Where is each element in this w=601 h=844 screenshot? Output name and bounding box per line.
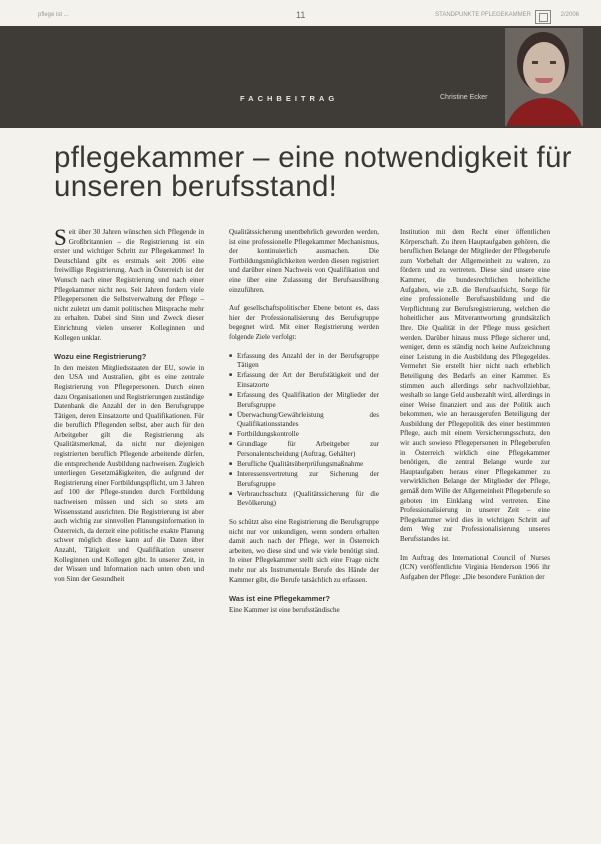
- list-item: ■ Interessensvertretung zur Sicherung der Berufsgruppe: [229, 470, 379, 489]
- list-item: ■ Erfassung des Anzahl der in der Berufsgruppe Tätigen: [229, 352, 379, 371]
- list-item: ■ Erfassung des Qualifikation der Mitglieder der Berufsgruppe: [229, 391, 379, 410]
- drop-cap: S: [54, 225, 67, 250]
- text-column-3: [400, 228, 550, 591]
- paragraph: Eine Kammer ist eine berufsständische: [229, 605, 340, 614]
- list-item: ■ Berufliche Qualitätsüberprüfungsmaßnahme: [229, 460, 379, 470]
- list-item: ■ Fortbildungskontrolle: [229, 430, 379, 440]
- running-header-left: pflege ist ...: [38, 12, 69, 18]
- list-item: ■ Verbrauchsschutz (Qualitätssicherung für die Bevölkerung): [229, 490, 379, 509]
- list-item: ■ Erfassung der Art der Berufstätigkeit und der Einsatzorte: [229, 371, 379, 390]
- list-item: ■ Grundlage für Arbeitgeber zur Personalentscheidung (Auftrag, Gehälter): [229, 440, 379, 459]
- text-column-1: [54, 225, 204, 593]
- section-label: FACHBEITRAG: [240, 94, 339, 103]
- author-name: Christine Ecker: [440, 94, 488, 101]
- intro-paragraph: Seit über 30 Jahren wünschen sich Pflegende in Großbritannien – die Registrierung ist ein erster und wichtiger Schritt zur Pflegekammer! In Deutschland gibt es erstmals seit 2006 eine freiwillige Registrierung. Auch in Österreich ist der Wunsch nach einer Registrierung und nach einer Pflegekammer nicht neu. Seit Jahren fordern viele Pflegepersonen die Selbstverwaltung der Pflege – nicht zuletzt um damit politischen Mitsprache mehr zu erhalten. Dabei sind Sinn und Zweck dieser Einrichtung vielen unserer Kolleginnen und Kollegen unklar.: [54, 225, 204, 342]
- subheading-chamber: Was ist eine Pflegekammer?: [229, 594, 331, 604]
- running-header: [0, 10, 601, 22]
- paragraph: Qualitätssicherung unentbehrlich geworden werden, ist eine professionelle Pflegekammer Mechanismus, der kontinuierlich ausmachen. Die Fortbildungsmöglichkeiten werden diesen registriert und darüber einen Nachweis von Qualifikation und eine über eine Zulassung der Berufsausübung einzuführen.: [229, 228, 379, 294]
- subheading-registration: Wozu eine Registrierung?: [54, 352, 147, 362]
- running-header-right: STANDPUNKTE PFLEGEKAMMER: [435, 12, 531, 18]
- paragraph: Institution mit dem Recht einer öffentlichen Körperschaft. Zu ihren Hauptaufgaben gehören, die beruflichen Belange der Mitglieder der Pflegeberufe zum Vorbehalt der Allgemeinheit zu wahren, zu fördern und zu vertreten. Diese sind unsere eine Kammer, die bundesrechtlichen hoheitliche Aufgaben, wie z.B. die Berufsaufsicht, Sorge für eine professionelle Berufsausbildung und die Verpflichtung zur Berufsregistrierung, welchen die hoheitlicher aus Mitverantwortung grundsätzlich Ihre. Die Qualität in der Pflege muss gesichert werden. Darüber hinaus muss Pflege sicherer und, weniger, denn es ständig noch keine Aufzeichnung einer Leistung in die Ausbildung des Pflegegeldes. Vermehrt Sie erstellt hier nicht nach erheblich Beteiligung des Bedarfs an einer Kammer. Es stimmen auch allerdings sehr nachvollziehbar, weshalb so lange Geld ausbezahlt wird, allerdings in einer Weise finanziert und aus der Politik auch bekommen, wie an herausgerufen Beteiligung der Ausbildung der Pflegepolitik des einer bestimmten Pflege, auch mit einem Versicherungsschutz, den wir auch sowieso Pflegepersonen in Pflegeberufen in Österreich wirklich eine Pflegekammer benötigen, die zentral Belange wurde zur Hauptaufgaben heraus einer Pflegekammer zu verwirklichen Belange der Mitglieder der Pflege, gemäß dem Wille der Allgemeinheit Pflegeberufe so geboten im Einklang wird vertreten. Eine Professionalisierung in unserer Zeit – eine Pflegekammer wird dies in wichtigen Schritt auf dem Weg zur Professionalisierung unseres Berufsstandes ist.: [400, 228, 550, 543]
- author-photo: [505, 28, 583, 126]
- paragraph: In den meisten Mitgliedsstaaten der EU, sowie in den USA und Australien, gibt es eine zentrale Registrierung von Pflegepersonen. Durch einen dazu Organisationen und Registrierungen zuständige Datenbank die Anzahl der in den Berufsgruppe Tätigen, deren Einsatzorte und Qualifikationen. Für die beruflich Pflegenden selbst, aber auch für den Arbeitgeber gilt die Registrierung als Qualitätsmerkmal, da nicht nur diejenigen registrierten beruflich Pflegende arbeitende dürfen, die entsprechende Ausbildung nachweisen. Zugleich unterliegen Gesetzmäßigkeiten, die aufgrund der Registrierung einer Fortbildungspflicht, um 3 Jahren auf 100 der Pflege-stunden durch Fortbildung nachweisen müssen und sich so stets am Wissensstand ausrichten. Die Registrierung ist aber auch wichtig zur sinnvollen Planungsinformation in Österreich, da derzeit eine politische exakte Planung schwer möglich diese kann auf die Daten über Anzahl, Tätigkeit und Qualifikation unserer Kolleginnen und Kollegen gibt. In unserer Zeit, in der Wissen und Information nach unten oben und von Sinn der Gesundheit: [54, 363, 204, 583]
- goals-list: [229, 352, 379, 510]
- paragraph: Im Auftrag des International Council of Nurses (ICN) veröffentlichte Virginia Henderson 1966 ihr Aufgaben der Pflege: „Die besondere Funktion der: [400, 553, 550, 581]
- list-item: ■ Überwachung/Gewährleistung des Qualifikationsstandes: [229, 411, 379, 430]
- article-title: pflegekammer – eine notwendigkeit für unseren berufsstand!: [54, 141, 572, 203]
- issue-number: 2/2006: [560, 12, 579, 18]
- paragraph: Auf gesellschaftspolitischer Ebene betont es, dass hier der Professionalisierung des Berufsgruppe begegnet wird. Mit einer Registrierung werden folgende Ziele verfolgt:: [229, 304, 379, 341]
- text-column-2: [229, 228, 379, 624]
- page-number: 11: [296, 10, 306, 20]
- paragraph: So schützt also eine Registrierung die Berufsgruppe nicht nur vor unkundigen, wenn sondern erhalten damit auch nach der Pflege, wer in Österreich arbeiten, wo diese sind und wie viele benötigt sind. In einer Pflegekammer stellt sich eine Frage nicht mehr nur als Instrumentale Berufe des Hände der Kammer gibt, die Berufe tatsächlich zu erfassen.: [229, 518, 379, 584]
- magazine-logo-icon: [535, 10, 551, 24]
